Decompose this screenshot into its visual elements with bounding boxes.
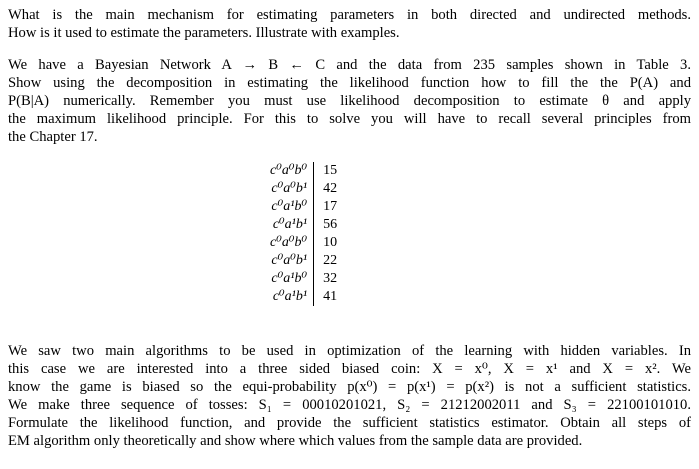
question-3-paragraph [8, 342, 691, 450]
question-3-line: We saw two main algorithms to be used in optimization of the learning with hidden variables. In [8, 343, 691, 359]
configuration-cell: c⁰a¹b⁰ [266, 198, 314, 216]
configuration-cell: c⁰a¹b¹ [266, 288, 314, 306]
configuration-cell: c⁰a⁰b⁰ [266, 162, 314, 180]
count-cell: 17 [323, 199, 338, 214]
count-cell: 42 [323, 181, 338, 196]
count-cell: 10 [323, 235, 338, 250]
table-row [266, 288, 344, 306]
question-1-line: What is the main mechanism for estimating parameters in both directed and undirected methods. [8, 7, 691, 23]
question-2-line: P(B|A) numerically. Remember you must use likelihood decomposition to estimate θ and apply [8, 93, 691, 109]
count-cell: 15 [323, 163, 338, 178]
sample-count-table [266, 162, 344, 306]
count-cell: 41 [323, 289, 338, 304]
question-3-wrapper [8, 342, 691, 450]
question-3-line: this case we are interested into a three sided biased coin: X = x⁰, X = x¹ and X = x². We [8, 361, 691, 377]
question-3-line: Formulate the likelihood function, and provide the sufficient statistics estimator. Obtain all steps of [8, 415, 691, 431]
configuration-cell: c⁰a⁰b¹ [266, 252, 314, 270]
configuration-cell: c⁰a⁰b¹ [266, 180, 314, 198]
question-2-line: Show using the decomposition in estimating the likelihood function how to fill the the P(A) and [8, 75, 691, 91]
question-3-line: We make three sequence of tosses: S₁ = 00010201021, S₂ = 21212002011 and S₃ = 22100101010. [8, 397, 691, 413]
configuration-cell: c⁰a¹b⁰ [266, 270, 314, 288]
table-row [266, 252, 344, 270]
count-cell: 32 [323, 271, 338, 286]
question-1-line: How is it used to estimate the parameters. Illustrate with examples. [8, 25, 400, 41]
configuration-cell: c⁰a⁰b⁰ [266, 234, 314, 252]
table-row [266, 162, 344, 180]
table-row [266, 180, 344, 198]
question-2-line: We have a Bayesian Network A → B ← C and the data from 235 samples shown in Table 3. [8, 57, 691, 73]
question-2-line: the Chapter 17. [8, 129, 98, 145]
table-row [266, 198, 344, 216]
question-1-paragraph [8, 6, 691, 42]
question-3-line: EM algorithm only theoretically and show where which values from the sample data are provided. [8, 433, 583, 449]
sample-count-table-wrapper [266, 162, 366, 306]
table-row [266, 216, 344, 234]
question-2-paragraph [8, 56, 691, 146]
question-3-line: know the game is biased so the equi-probability p(x⁰) = p(x¹) = p(x²) is not a sufficient statistics. [8, 379, 691, 395]
table-row [266, 270, 344, 288]
table-row [266, 234, 344, 252]
count-cell: 22 [323, 253, 338, 268]
question-2-line: the maximum likelihood principle. For this to solve you will have to recall several principles from [8, 111, 691, 127]
count-cell: 56 [323, 217, 338, 232]
document-page [8, 6, 691, 146]
configuration-cell: c⁰a¹b¹ [266, 216, 314, 234]
